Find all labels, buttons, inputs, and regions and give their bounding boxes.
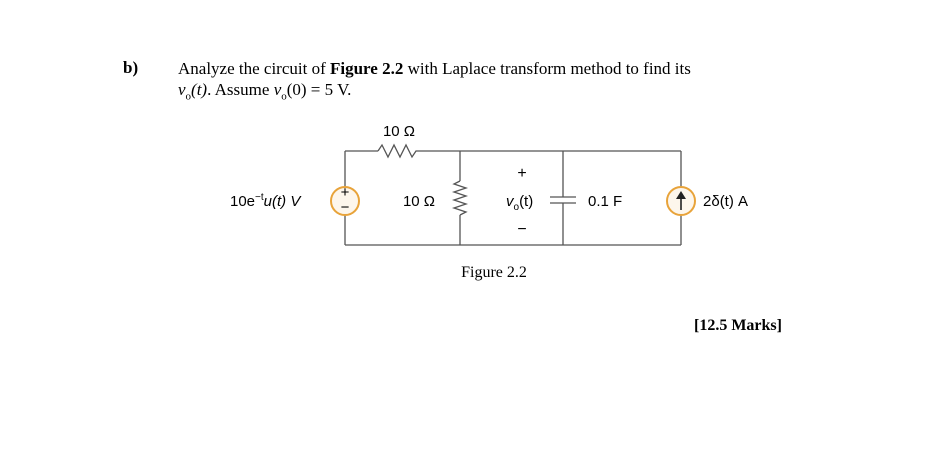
capacitor-label: 0.1 F [588, 193, 623, 210]
source-minus-sign: − [340, 199, 350, 216]
shunt-resistor-label: 10 Ω [402, 193, 436, 210]
figure-caption: Figure 2.2 [461, 264, 527, 281]
current-source-label: 2δ(t) A [703, 193, 749, 210]
question-line-2: $v_o(t)$. Assume $v_o(0) = 5$ V. [178, 80, 352, 103]
top-resistor-label: 10 Ω [382, 123, 416, 140]
marks-label: [12.5 Marks] [694, 317, 782, 334]
vo-label: $v_o(t)$ [506, 193, 534, 213]
vo-minus-sign: − [517, 221, 527, 238]
question-label: b) [123, 58, 139, 77]
shunt-resistor [454, 181, 466, 215]
vo-plus-sign: + [517, 165, 527, 182]
top-resistor [378, 145, 420, 157]
source-label: $10e^{-t}u(t)$ V [230, 192, 301, 210]
source-plus-sign: + [340, 184, 350, 201]
figure-reference: Figure 2.2 [330, 59, 404, 78]
question-line-1: Analyze the circuit of Figure 2.2 with Laplace transform method to find its [178, 59, 691, 78]
